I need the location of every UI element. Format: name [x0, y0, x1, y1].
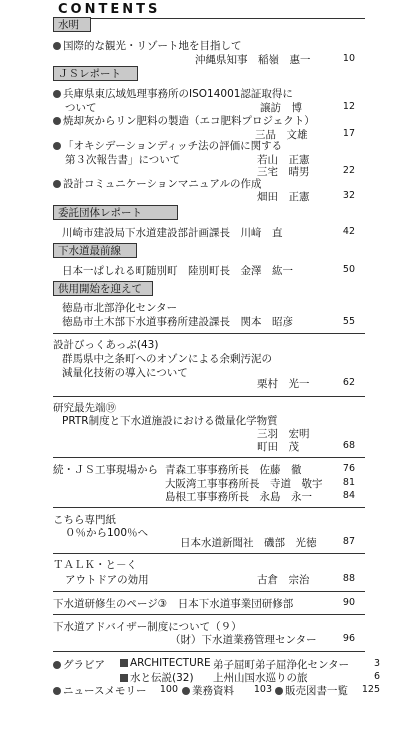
- entry-author: 島根工事事務所長 永島 永一: [165, 491, 312, 503]
- entry-title[interactable]: 日本一ぱしれる町随別町 陸別町長 金澤 紘一: [62, 265, 293, 277]
- square-bullet-icon: [120, 674, 128, 682]
- divider: [53, 396, 365, 397]
- entry-page: 42: [342, 226, 355, 237]
- entry-page: 68: [342, 440, 355, 451]
- bullet-icon: [53, 661, 61, 669]
- footer-item[interactable]: 弟子屈町弟子屈浄化センター: [213, 659, 350, 671]
- divider: [53, 614, 365, 615]
- divider: [53, 507, 365, 508]
- entry-title[interactable]: 「オキシデーションディッチ法の評価に関する: [53, 138, 282, 153]
- entry-title-cont: （財）下水道業務管理センター: [170, 634, 317, 646]
- entry-title[interactable]: 国際的な観光・リゾート地を目指して: [53, 38, 242, 53]
- entry-title[interactable]: ＴＡＬＫ・と－く: [53, 559, 137, 571]
- page-title: CONTENTS: [58, 2, 161, 17]
- section-header-suimei: 水明: [53, 17, 91, 32]
- bullet-icon: [53, 180, 61, 188]
- divider: [53, 18, 365, 19]
- entry-author: 若山 正憲: [257, 154, 310, 166]
- entry-title-cont: ０％から100％へ: [65, 527, 149, 539]
- footer-item[interactable]: 上州山国水巡りの旅: [213, 672, 308, 684]
- entry-page: 22: [342, 165, 355, 176]
- footer-page: 100: [159, 684, 178, 695]
- entry-author: 栗村 光一: [257, 378, 310, 390]
- entry-page: 87: [342, 536, 355, 547]
- footer-page: 125: [361, 684, 380, 695]
- bullet-icon: [53, 117, 61, 125]
- entry-title[interactable]: 兵庫県東広域処理事務所のISO14001認証取得に: [53, 86, 293, 101]
- entry-author: 青森工事事務所長 佐藤 徹: [165, 464, 302, 476]
- entry-author: 譲訪 博: [260, 102, 302, 114]
- bullet-icon: [53, 142, 61, 150]
- entry-author: 日本水道新聞社 磯部 光徳: [180, 537, 317, 549]
- entry-title[interactable]: 徳島市北部浄化センター: [62, 302, 178, 314]
- entry-author: 町田 茂: [257, 441, 299, 453]
- entry-page: 62: [342, 377, 355, 388]
- divider: [53, 457, 365, 458]
- divider: [53, 333, 365, 334]
- divider: [53, 591, 365, 592]
- bullet-icon: [53, 42, 61, 50]
- entry-title-cont: 群馬県中之条町へのオゾンによる余剰汚泥の: [62, 353, 272, 365]
- entry-author: 沖縄県知事 稲嶺 惠一: [195, 54, 311, 66]
- entry-author: 三宅 晴男: [257, 166, 310, 178]
- entry-page: 81: [342, 477, 355, 488]
- footer-item[interactable]: ARCHITECTURE: [120, 657, 211, 669]
- entry-page: 12: [342, 101, 355, 112]
- bullet-icon: [275, 687, 283, 695]
- entry-title[interactable]: 川崎市建設局下水道建設部計画課長 川﨑 直: [62, 227, 283, 239]
- footer-page: 3: [373, 658, 380, 669]
- section-header-itaku: 委託団体レポート: [53, 205, 178, 220]
- footer-item[interactable]: 業務資料: [182, 683, 234, 698]
- entry-title[interactable]: 設計びっくあっぷ(43): [53, 339, 159, 351]
- entry-title-cont: 徳島市土木部下水道事務所建設課長 関本 昭彦: [62, 316, 293, 328]
- bullet-icon: [53, 90, 61, 98]
- entry-title[interactable]: こちら専門紙: [53, 514, 116, 526]
- entry-author: 三羽 宏明: [257, 428, 310, 440]
- entry-page: 17: [342, 128, 355, 139]
- footer-item[interactable]: 水と伝説(32): [120, 670, 194, 685]
- section-header-kyoyo: 供用開始を迎えて: [53, 281, 153, 296]
- entry-author: 古倉 宗治: [257, 574, 310, 586]
- footer-item[interactable]: 販売図書一覧: [275, 683, 348, 698]
- entry-title[interactable]: 焼却灰からリン肥料の製造（エコ肥料プロジェクト）: [53, 113, 315, 128]
- entry-title-cont: アウトドアの効用: [65, 574, 149, 586]
- section-header-js-report: ＪＳレポート: [53, 66, 138, 81]
- entry-title[interactable]: 設計コミュニケーションマニュアルの作成: [53, 176, 261, 191]
- section-header-saizensen: 下水道最前線: [53, 243, 137, 258]
- footer-page: 103: [253, 684, 272, 695]
- bullet-icon: [182, 687, 190, 695]
- entry-title[interactable]: 続・ＪＳ工事現場から: [53, 464, 158, 476]
- footer-page: 6: [373, 671, 380, 682]
- entry-page: 50: [342, 264, 355, 275]
- square-bullet-icon: [120, 659, 128, 667]
- entry-page: 76: [342, 463, 355, 474]
- entry-title[interactable]: 下水道研修生のページ③ 日本下水道事業団研修部: [53, 598, 294, 610]
- entry-author: 三品 文雄: [255, 129, 308, 141]
- entry-title-cont: ついて: [65, 102, 97, 114]
- bullet-icon: [53, 687, 61, 695]
- entry-author: 畑田 正憲: [257, 191, 310, 203]
- entry-author: 大阪湾工事事務所長 寺道 敬宇: [165, 478, 323, 490]
- entry-page: 90: [342, 597, 355, 608]
- entry-page: 10: [342, 53, 355, 64]
- footer-item[interactable]: ニュースメモリー: [53, 683, 146, 698]
- entry-page: 88: [342, 573, 355, 584]
- entry-title[interactable]: 下水道アドバイザー制度について（９）: [53, 621, 242, 633]
- entry-title-cont: 減量化技術の導入について: [62, 367, 188, 379]
- entry-page: 55: [342, 316, 355, 327]
- entry-page: 96: [342, 633, 355, 644]
- divider: [53, 553, 365, 554]
- footer-item[interactable]: グラビア: [53, 657, 105, 672]
- entry-page: 84: [342, 490, 355, 501]
- divider: [53, 651, 365, 652]
- entry-title[interactable]: 研究最先端⑲: [53, 402, 116, 414]
- entry-page: 32: [342, 190, 355, 201]
- entry-title-cont: 第３次報告書」について: [65, 154, 181, 166]
- entry-title-cont: PRTR制度と下水道施設における微量化学物質: [62, 415, 278, 427]
